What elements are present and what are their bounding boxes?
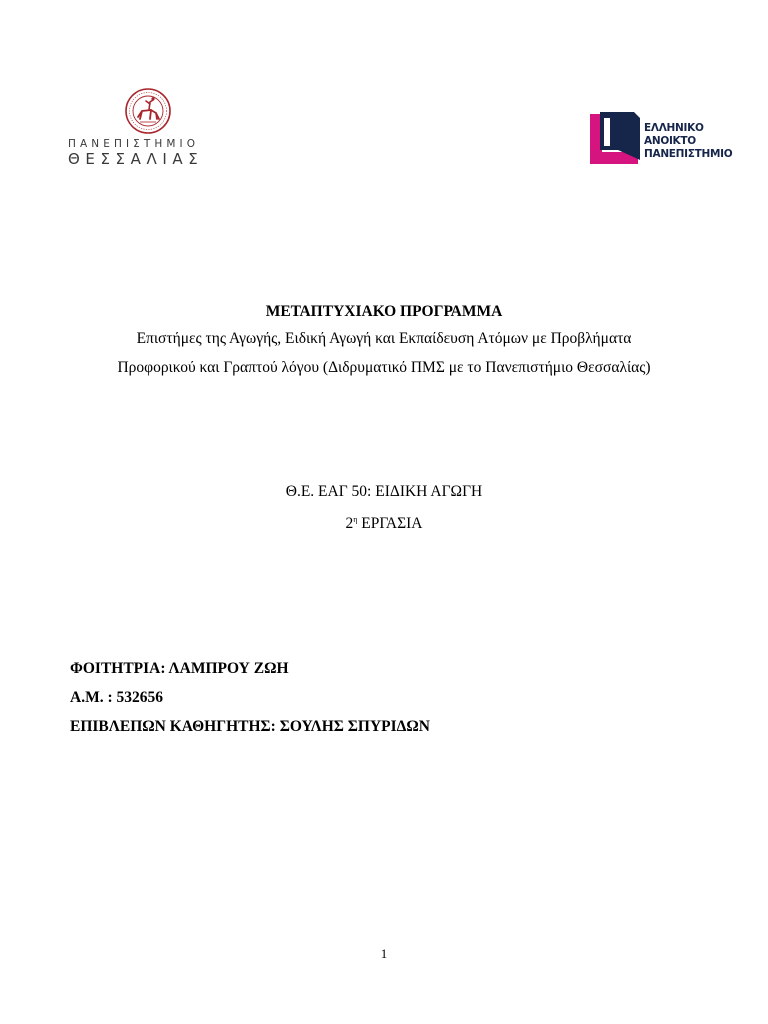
university-name-line2: ΘΕΣΣΑΛΙΑΣ bbox=[68, 150, 204, 168]
hou-name-text bbox=[644, 122, 732, 161]
hou-name-line3: ΠΑΝΕΠΙΣΤΗΜΙΟ bbox=[644, 148, 733, 160]
course-block bbox=[40, 478, 728, 538]
hou-mark-icon bbox=[588, 110, 644, 166]
course-code: Θ.Ε. ΕΑΓ 50: ΕΙΔΙΚΗ ΑΓΩΓΗ bbox=[285, 483, 483, 500]
assignment-number: 2 bbox=[345, 515, 354, 532]
hellenic-open-university-logo bbox=[588, 110, 738, 170]
assignment-title bbox=[40, 506, 728, 538]
supervisor-name: ΕΠΙΒΛΕΠΩΝ ΚΑΘΗΓΗΤΗΣ: ΣΟΥΛΗΣ ΣΠΥΡΙΔΩΝ bbox=[70, 718, 430, 735]
university-of-thessaly-logo bbox=[68, 86, 228, 170]
page-number: 1 bbox=[380, 946, 388, 961]
program-description-line1: Επιστήμες της Αγωγής, Ειδική Αγωγή και Εκπαίδευση Ατόμων με Προβλήματα bbox=[136, 330, 632, 347]
assignment-ordinal-superscript: η bbox=[353, 515, 358, 524]
program-description-line2: Προφορικού και Γραπτού λόγου (Διδρυματικό ΠΜΣ με το Πανεπιστήμιο Θεσσαλίας) bbox=[117, 359, 651, 376]
assignment-label: ΕΡΓΑΣΙΑ bbox=[357, 515, 423, 532]
hou-name-line1: ΕΛΛΗΝΙΚΟ bbox=[644, 122, 704, 134]
student-name: ΦΟΙΤΗΤΡΙΑ: ΛΑΜΠΡΟΥ ΖΩΗ bbox=[70, 660, 289, 677]
centaur-seal-icon bbox=[113, 86, 183, 138]
student-info-block bbox=[70, 654, 710, 741]
hou-name-line2: ΑΝΟΙΚΤΟ bbox=[644, 135, 696, 147]
program-title-block bbox=[40, 300, 728, 382]
student-registration-number: Α.Μ. : 532656 bbox=[70, 689, 163, 706]
university-name-line1: ΠΑΝΕΠΙΣΤΗΜΙΟ bbox=[68, 138, 200, 150]
program-heading: ΜΕΤΑΠΤΥΧΙΑΚΟ ΠΡΟΓΡΑΜΜΑ bbox=[265, 303, 503, 320]
